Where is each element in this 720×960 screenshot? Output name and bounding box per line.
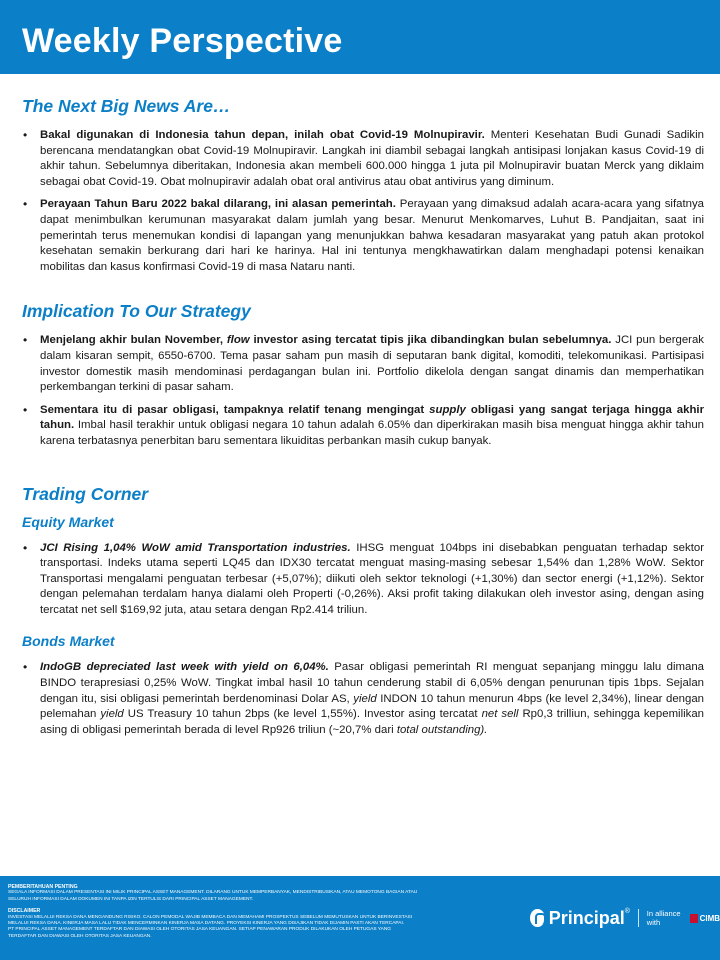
strategy-lead-part: obligasi yang sangat terjaga hingga akhir tahun. (40, 403, 704, 432)
strategy-lead-emphasis: supply (429, 403, 466, 416)
equity-item (22, 541, 704, 619)
bonds-item-emphasis: net sell (481, 708, 519, 721)
disclaimer-line: MELALUI REKSA DANA. KINERJA MASA LALU TIDAK MENCERMINKAN KINERJA MASA DATANG. PROYEKSI KINERJA YANG DISAJIKAN TIDAK DIJAMIN PASTI AKAN TERCAPAI. (8, 921, 405, 927)
equity-item-body: IHSG menguat 104bps ini disebabkan penguatan terhadap sektor transportasi. Indeks utama seperti LQ45 dan IDX30 tercatat menguat masing-masing sebesar 1,54% dan 1,28% WoW. Sektor Transportasi mengalami penguatan terbesar (+5,07%); diikuti oleh sektor teknologi (+1,30%) dan sector energi (+1,12%). Sektor dengan pelemahan terdalam hanya dialami oleh Properti (-0,26%). Aksi profit taking dilakukan oleh investor asing, dengan asing tercatat net sell $169,92 juta, atau setara dengan Rp2.414 triliun. (40, 541, 704, 616)
news-item-lead: Perayaan Tahun Baru 2022 bakal dilarang, ini alasan pemerintah. (40, 198, 396, 211)
bonds-item-body: US Treasury 10 tahun 2bps (ke level 1,55%). Investor asing tercatat (127, 708, 478, 721)
bonds-item-emphasis: yield (353, 692, 377, 705)
bonds-item-emphasis: yield (100, 708, 124, 721)
equity-list (22, 541, 704, 619)
page-footer (0, 876, 720, 960)
notice-line: SEGALA INFORMASI DALAM PRESENTASI INI MILIK PRINCIPAL ASSET MANAGEMENT. DILARANG UNTUK MEMPERBANYAK, MENDISTRIBUSIKAN, ATAU MEMOTONG BAGIAN ATAU (8, 890, 418, 896)
news-item-body: Menteri Kesehatan Budi Gunadi Sadikin berencana mendatangkan obat Covid-19 Molnupiravir. Langkah ini diambil sebagai langkah antisipasi lonjakan kasus Covid-19 di akhir tahun. Sebelumnya diberitakan, Indonesia akan membeli 600.000 hingga 1 juta pil Molnupiravir buatan Merck yang diklaim sebagai obat Covid-19. Obat molnupiravir adalah obat oral antivirus atau obat antivirus yang diminum. (40, 129, 704, 188)
equity-market-title: Equity Market (22, 513, 114, 530)
news-item-lead: Bakal digunakan di Indonesia tahun depan, inilah obat Covid-19 Molnupiravir. (40, 129, 485, 141)
brand-name: Principal (548, 907, 625, 928)
strategy-lead-part: Menjelang akhir bulan November, (40, 334, 224, 347)
disclaimer-title: DISCLAIMER (8, 908, 41, 915)
strategy-list (22, 333, 704, 449)
bonds-item-body: Pasar obligasi pemerintah RI menguat sepanjang minggu lalu dimana BINDO terapresiasi 0,25% WoW. Tingkat imbal hasil 10 tahun cenderung stabil di 6,05% dengan penurunan tipis 1bps. Sejalan dengan itu, sisi obligasi pemerintah berdenominasi Dolar AS, (40, 661, 704, 705)
brand-block (530, 904, 720, 932)
bonds-item-lead: IndoGB depreciated last week with yield on 6,04%. (40, 661, 329, 674)
news-section-title: The Next Big News Are… (22, 96, 231, 116)
brand-registered-mark: ® (624, 908, 630, 915)
bonds-item-emphasis: total outstanding). (396, 723, 488, 736)
notice-title: PEMBERITAHUAN PENTING (8, 884, 78, 890)
trading-section-title: Trading Corner (22, 483, 149, 504)
strategy-item-body: Imbal hasil terakhir untuk obligasi negara 10 tahun adalah 6.05% dan diperkirakan masih bisa menguat hingga akhir tahun karena terbatasnya penerbitan baru sementara likuiditas perbankan masih cukup banyak. (40, 419, 704, 447)
strategy-section (22, 301, 704, 449)
equity-item-lead: JCI Rising 1,04% WoW amid Transportation industries. (40, 541, 351, 554)
alliance-text: In alliance with (646, 909, 681, 927)
main-content (22, 96, 704, 738)
strategy-section-title: Implication To Our Strategy (22, 301, 251, 322)
bonds-item-body: INDON 10 tahun menurun 4bps (ke level 2,34%), linear dengan pelemahan (40, 692, 705, 721)
news-list (22, 128, 704, 275)
brand-divider (638, 909, 639, 927)
page-header (0, 0, 720, 74)
notice-line: SELURUH INFORMASI DALAM DOKUMEN INI TANPA IZIN TERTULIS DARI PRINCIPAL ASSET MANAGEMENT. (8, 896, 254, 902)
news-item-body: Perayaan yang dimaksud adalah acara-acara yang sifatnya dapat menimbulkan kerumunan masyarakat dalam jumlah yang besar. Menurut Menkomarves, Luhut B. Pandjaitan, saat ini pemerintah terus menemukan kondisi di lapangan yang menunjukkan bahwa kesadaran masyarakat yang patuh akan protokol kesehatan semakin berkurang dari hari ke harinya. Hal ini tentunya mengkhawatirkan dalam menghadapi potensi kenaikan mobilitas dan kasus konfirmasi Covid-19 di masa Nataru nanti. (40, 198, 704, 273)
strategy-lead-emphasis: flow (226, 334, 250, 347)
disclaimer-line: TERDAFTAR DAN DIAWASI OLEH OTORITAS JASA KEUANGAN. (8, 933, 152, 939)
strategy-item-lead (40, 334, 611, 346)
news-item (22, 197, 704, 275)
principal-logo-icon (530, 909, 545, 927)
strategy-item (22, 333, 704, 395)
strategy-lead-part: investor asing tercatat tipis jika dibandingkan bulan sebelumnya. (253, 334, 612, 347)
partner-name: CIMB (699, 913, 720, 923)
bonds-market-title: Bonds Market (22, 633, 115, 650)
trading-section (22, 484, 704, 739)
strategy-item-body: JCI pun bergerak dalam kisaran sempit, 6550-6700. Tema pasar saham pun masih di seputaran bank digital, komoditi, telekomunikasi. Partisipasi investor domestik masih mendominasi perdagangan bulan ini. Portfolio dikelola dengan sangat dinamis dan memperhatikan perkembangan terkini di pasar saham. (40, 334, 704, 394)
bonds-item (22, 660, 704, 738)
news-item (22, 128, 704, 190)
disclaimer-line: PT PRINCIPAL ASSET MANAGEMENT TERDAFTAR DAN DIAWASI OLEH OTORITAS JASA KEUANGAN. SETIAP PENAWARAN PRODUK DILAKUKAN OLEH PETUGAS YANG (8, 927, 392, 933)
disclaimer-line: INVESTASI MELALUI REKSA DANA MENGANDUNG RISIKO. CALON PEMODAL WAJIB MEMBACA DAN MEMAHAMI PROSPEKTUS SEBELUM MEMUTUSKAN UNTUK BERINVESTASI (8, 914, 413, 920)
cimb-logo-icon (690, 914, 697, 923)
news-section (22, 96, 704, 275)
bonds-item-body: Rp0,3 trilliun, sehingga kepemilikan asing di obligasi pemerintah berada di level Rp926 triliun (~20,7% dari (40, 708, 705, 736)
bonds-list (22, 660, 704, 738)
page-title: Weekly Perspective (22, 22, 343, 60)
strategy-item (22, 403, 704, 450)
footer-legal-text (8, 884, 518, 940)
strategy-lead-part: Sementara itu di pasar obligasi, tampaknya relatif tenang mengingat (40, 403, 425, 416)
